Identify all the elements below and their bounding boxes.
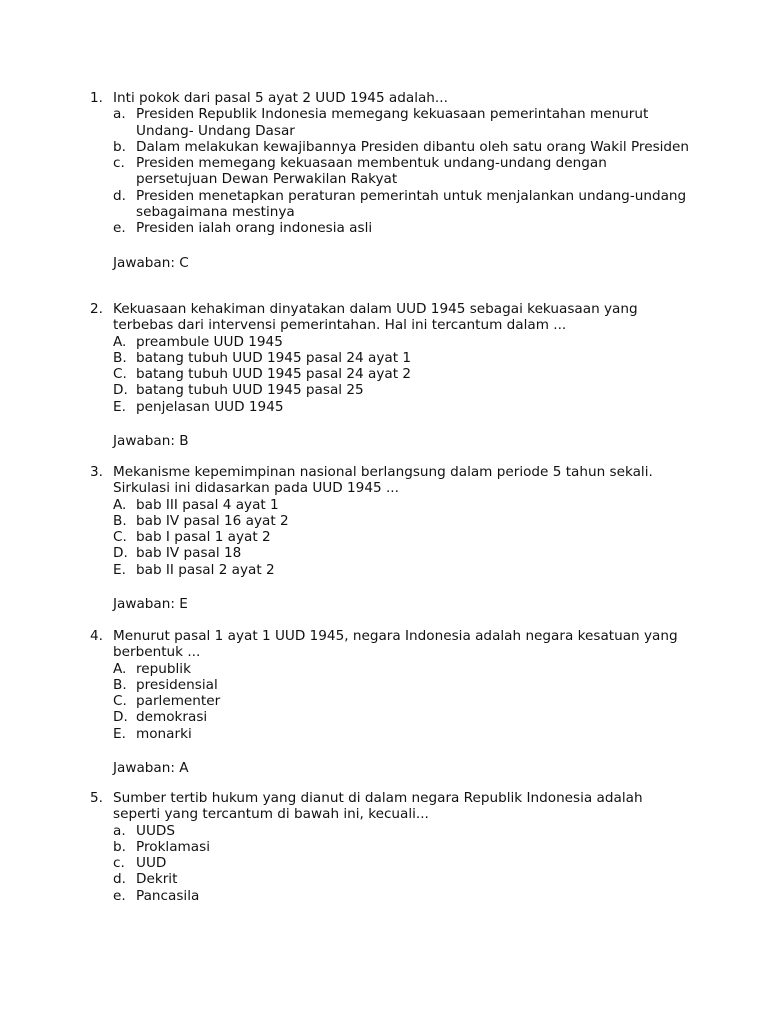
option-item [113,661,690,677]
question-2 [90,301,690,449]
option-text: Presiden Republik Indonesia memegang kekuasaan pemerintahan menurut Undang- Undang Dasar [136,106,649,139]
option-letter: d. [113,871,126,888]
question-text: Kekuasaan kehakiman dinyatakan dalam UUD 1945 sebagai kekuasaan yang terbebas dari intervensi pemerintahan. Hal ini tercantum dalam ... [113,301,638,334]
option-item [113,871,690,887]
option-item [113,497,690,513]
option-text: Presiden menetapkan peraturan pemerintah untuk menjalankan undang-undang sebagaimana mestinya [136,187,687,221]
option-text: Dekrit [136,871,178,888]
option-text: republik [136,660,191,677]
option-item [113,562,690,578]
option-letter: C. [113,693,127,710]
option-letter: C. [113,366,127,383]
option-item [113,823,690,839]
option-text: batang tubuh UUD 1945 pasal 24 ayat 2 [136,366,412,383]
option-item [113,888,690,904]
option-letter: a. [113,106,126,123]
question-number: 2. [90,301,103,317]
option-item [113,726,690,742]
option-item [113,220,690,236]
option-item [113,677,690,693]
question-number: 1. [90,90,103,106]
option-letter: B. [113,512,127,529]
option-text: batang tubuh UUD 1945 pasal 24 ayat 1 [136,349,412,366]
option-text: preambule UUD 1945 [136,333,283,350]
option-text: demokrasi [136,709,208,726]
option-letter: E. [113,561,126,578]
option-list [113,334,690,415]
question-3 [90,464,690,612]
option-text: presidensial [136,676,218,693]
answer-text: Jawaban: C [113,254,189,271]
option-item [113,366,690,382]
question-4 [90,628,690,776]
option-letter: A. [113,660,127,677]
option-text: UUD [136,855,167,872]
option-item [113,139,690,155]
option-text: bab I pasal 1 ayat 2 [136,529,271,546]
answer-text: Jawaban: B [113,433,189,450]
option-letter: B. [113,676,127,693]
option-text: Presiden memegang kekuasaan membentuk undang-undang dengan persetujuan Dewan Perwakilan Rakyat [136,155,607,188]
question-text: Sumber tertib hukum yang dianut di dalam negara Republik Indonesia adalah seperti yang tercantum di bawah ini, kecuali... [113,790,643,823]
option-text: Presiden ialah orang indonesia asli [136,220,373,237]
option-letter: E. [113,725,126,742]
option-item [113,529,690,545]
option-list [113,106,690,236]
option-text: UUDS [136,822,175,839]
option-letter: d. [113,187,126,204]
option-item [113,855,690,871]
option-letter: c. [113,155,125,172]
option-letter: D. [113,382,128,399]
option-letter: D. [113,545,128,562]
answer-text: Jawaban: A [113,760,189,777]
option-text: Dalam melakukan kewajibannya Presiden dibantu oleh satu orang Wakil Presiden [136,138,690,155]
option-item [113,188,690,221]
option-letter: e. [113,220,126,237]
option-item [113,709,690,725]
question-number: 4. [90,628,103,644]
option-text: Pancasila [136,887,200,904]
option-letter: C. [113,529,127,546]
option-item [113,545,690,561]
question-text: Mekanisme kepemimpinan nasional berlangsung dalam periode 5 tahun sekali. Sirkulasi ini didasarkan pada UUD 1945 ... [113,464,653,497]
option-letter: a. [113,822,126,839]
question-number: 3. [90,464,103,480]
option-item [113,350,690,366]
question-1 [90,90,690,271]
option-list [113,497,690,578]
option-item [113,693,690,709]
question-text: Menurut pasal 1 ayat 1 UUD 1945, negara Indonesia adalah negara kesatuan yang berbentuk ... [113,628,678,661]
option-letter: D. [113,709,128,726]
option-item [113,513,690,529]
option-text: bab III pasal 4 ayat 1 [136,496,279,513]
option-text: bab II pasal 2 ayat 2 [136,561,275,578]
option-letter: A. [113,333,127,350]
option-letter: e. [113,887,126,904]
option-letter: E. [113,398,126,415]
option-text: monarki [136,725,192,742]
option-text: Proklamasi [136,838,210,855]
question-number: 5. [90,790,103,806]
option-letter: B. [113,349,127,366]
option-text: batang tubuh UUD 1945 pasal 25 [136,382,364,399]
answer-text: Jawaban: E [113,596,188,613]
option-item [113,106,690,139]
option-text: bab IV pasal 18 [136,545,242,562]
option-text: penjelasan UUD 1945 [136,398,284,415]
option-item [113,155,690,188]
option-item [113,399,690,415]
option-item [113,839,690,855]
option-list [113,823,690,904]
option-list [113,661,690,742]
option-item [113,334,690,350]
question-text: Inti pokok dari pasal 5 ayat 2 UUD 1945 adalah... [113,90,448,106]
option-letter: A. [113,496,127,513]
option-letter: b. [113,138,126,155]
option-item [113,382,690,398]
option-letter: b. [113,838,126,855]
option-text: bab IV pasal 16 ayat 2 [136,512,289,529]
option-text: parlementer [136,693,221,710]
option-letter: c. [113,855,125,872]
question-5 [90,790,690,904]
